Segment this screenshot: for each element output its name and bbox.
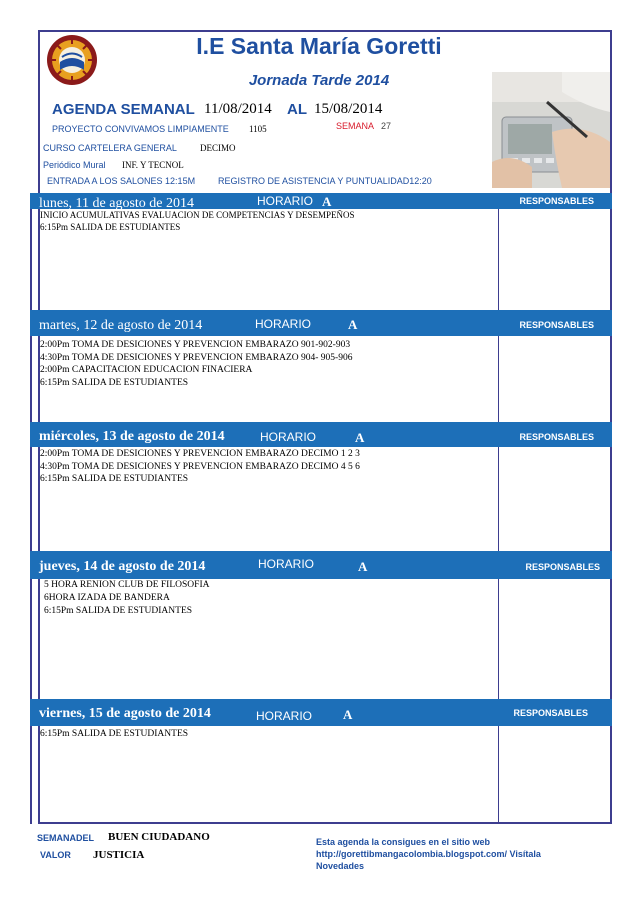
- day-bar: [30, 699, 612, 726]
- day-date: jueves, 14 de agosto de 2014: [39, 559, 206, 574]
- semana-del-label: SEMANADEL: [37, 833, 95, 843]
- event-line: 5 HORA RENION CLUB DE FILOSOFIA: [44, 580, 210, 590]
- periodico-label: Periódico Mural: [43, 160, 106, 170]
- responsables-label: RESPONSABLES: [519, 432, 594, 442]
- column-divider: [498, 209, 499, 310]
- day-date: viernes, 15 de agosto de 2014: [39, 706, 211, 721]
- curso-value: DECIMO: [200, 143, 236, 153]
- event-line: 6:15Pm SALIDA DE ESTUDIANTES: [44, 606, 193, 616]
- semana-value: 27: [381, 121, 392, 131]
- event-line: 6:15Pm SALIDA DE ESTUDIANTES: [40, 378, 189, 388]
- curso-label: CURSO CARTELERA GENERAL: [43, 143, 177, 153]
- day-bar: [30, 310, 612, 336]
- horario-label: HORARIO: [258, 557, 315, 571]
- horario-label: HORARIO: [256, 709, 313, 723]
- periodico-value: INF. Y TECNOL: [122, 160, 184, 170]
- event-line: 2:00Pm CAPACITACION EDUCACION FINACIERA: [40, 365, 253, 375]
- day-date: martes, 12 de agosto de 2014: [39, 318, 203, 333]
- horario-label: HORARIO: [255, 317, 312, 331]
- registro-text: REGISTRO DE ASISTENCIA Y PUNTUALIDAD12:20: [218, 176, 432, 186]
- event-line: 6HORA IZADA DE BANDERA: [44, 593, 170, 603]
- footer-note: Esta agenda la consigues en el sitio web http://gorettibmangacolombia.blogspot.com/ Visítala Novedades: [316, 837, 541, 871]
- semana-label: SEMANA: [336, 121, 375, 131]
- horario-label: HORARIO: [257, 194, 314, 208]
- date-from: 11/08/2014: [204, 101, 272, 117]
- event-line: 6:15Pm SALIDA DE ESTUDIANTES: [40, 222, 181, 232]
- al-label: AL: [287, 101, 307, 118]
- column-divider: [498, 726, 499, 824]
- header-photo: [492, 72, 610, 188]
- horario-value: A: [355, 430, 365, 445]
- event-line: 2:00Pm TOMA DE DESICIONES Y PREVENCION EMBARAZO 901-902-903: [40, 340, 351, 350]
- responsables-label: RESPONSABLES: [513, 708, 588, 718]
- column-divider: [498, 579, 499, 699]
- event-line: 6:15Pm SALIDA DE ESTUDIANTES: [40, 729, 189, 739]
- date-to: 15/08/2014: [314, 101, 383, 117]
- responsables-label: RESPONSABLES: [519, 196, 594, 206]
- valor-label: VALOR: [40, 850, 71, 860]
- column-divider: [498, 447, 499, 551]
- event-line: 4:30Pm TOMA DE DESICIONES Y PREVENCION EMBARAZO 904- 905-906: [40, 353, 353, 363]
- horario-value: A: [348, 317, 358, 332]
- entrada-text: ENTRADA A LOS SALONES 12:15M: [47, 176, 196, 186]
- proyecto-value: 1105: [249, 124, 267, 134]
- horario-value: A: [343, 707, 353, 722]
- day-bar: [30, 193, 612, 209]
- horario-value: A: [358, 559, 368, 574]
- day-box: [30, 726, 612, 824]
- event-line: 4:30Pm TOMA DE DESICIONES Y PREVENCION EMBARAZO DECIMO 4 5 6: [40, 462, 360, 472]
- column-divider: [498, 336, 499, 422]
- day-bar: [30, 422, 612, 447]
- page-title: I.E Santa María Goretti: [196, 33, 442, 59]
- semana-del-value: BUEN CIUDADANO: [108, 831, 210, 843]
- horario-label: HORARIO: [260, 430, 317, 444]
- day-date: miércoles, 13 de agosto de 2014: [39, 429, 225, 444]
- agenda-label: AGENDA SEMANAL: [52, 101, 195, 118]
- event-line: INICIO ACUMULATIVAS EVALUACION DE COMPETENCIAS Y DESEMPEÑOS: [40, 210, 355, 220]
- event-line: 2:00Pm TOMA DE DESICIONES Y PREVENCION EMBARAZO DECIMO 1 2 3: [40, 449, 360, 459]
- valor-value: JUSTICIA: [93, 849, 145, 861]
- day-date: lunes, 11 de agosto de 2014: [39, 196, 195, 209]
- horario-value: A: [322, 194, 332, 209]
- day-bar: [30, 551, 612, 579]
- page-subtitle: Jornada Tarde 2014: [248, 72, 390, 89]
- responsables-label: RESPONSABLES: [519, 320, 594, 330]
- proyecto-label: PROYECTO CONVIVAMOS LIMPIAMENTE: [52, 124, 229, 134]
- event-line: 6:15Pm SALIDA DE ESTUDIANTES: [40, 474, 189, 484]
- responsables-label: RESPONSABLES: [525, 562, 600, 572]
